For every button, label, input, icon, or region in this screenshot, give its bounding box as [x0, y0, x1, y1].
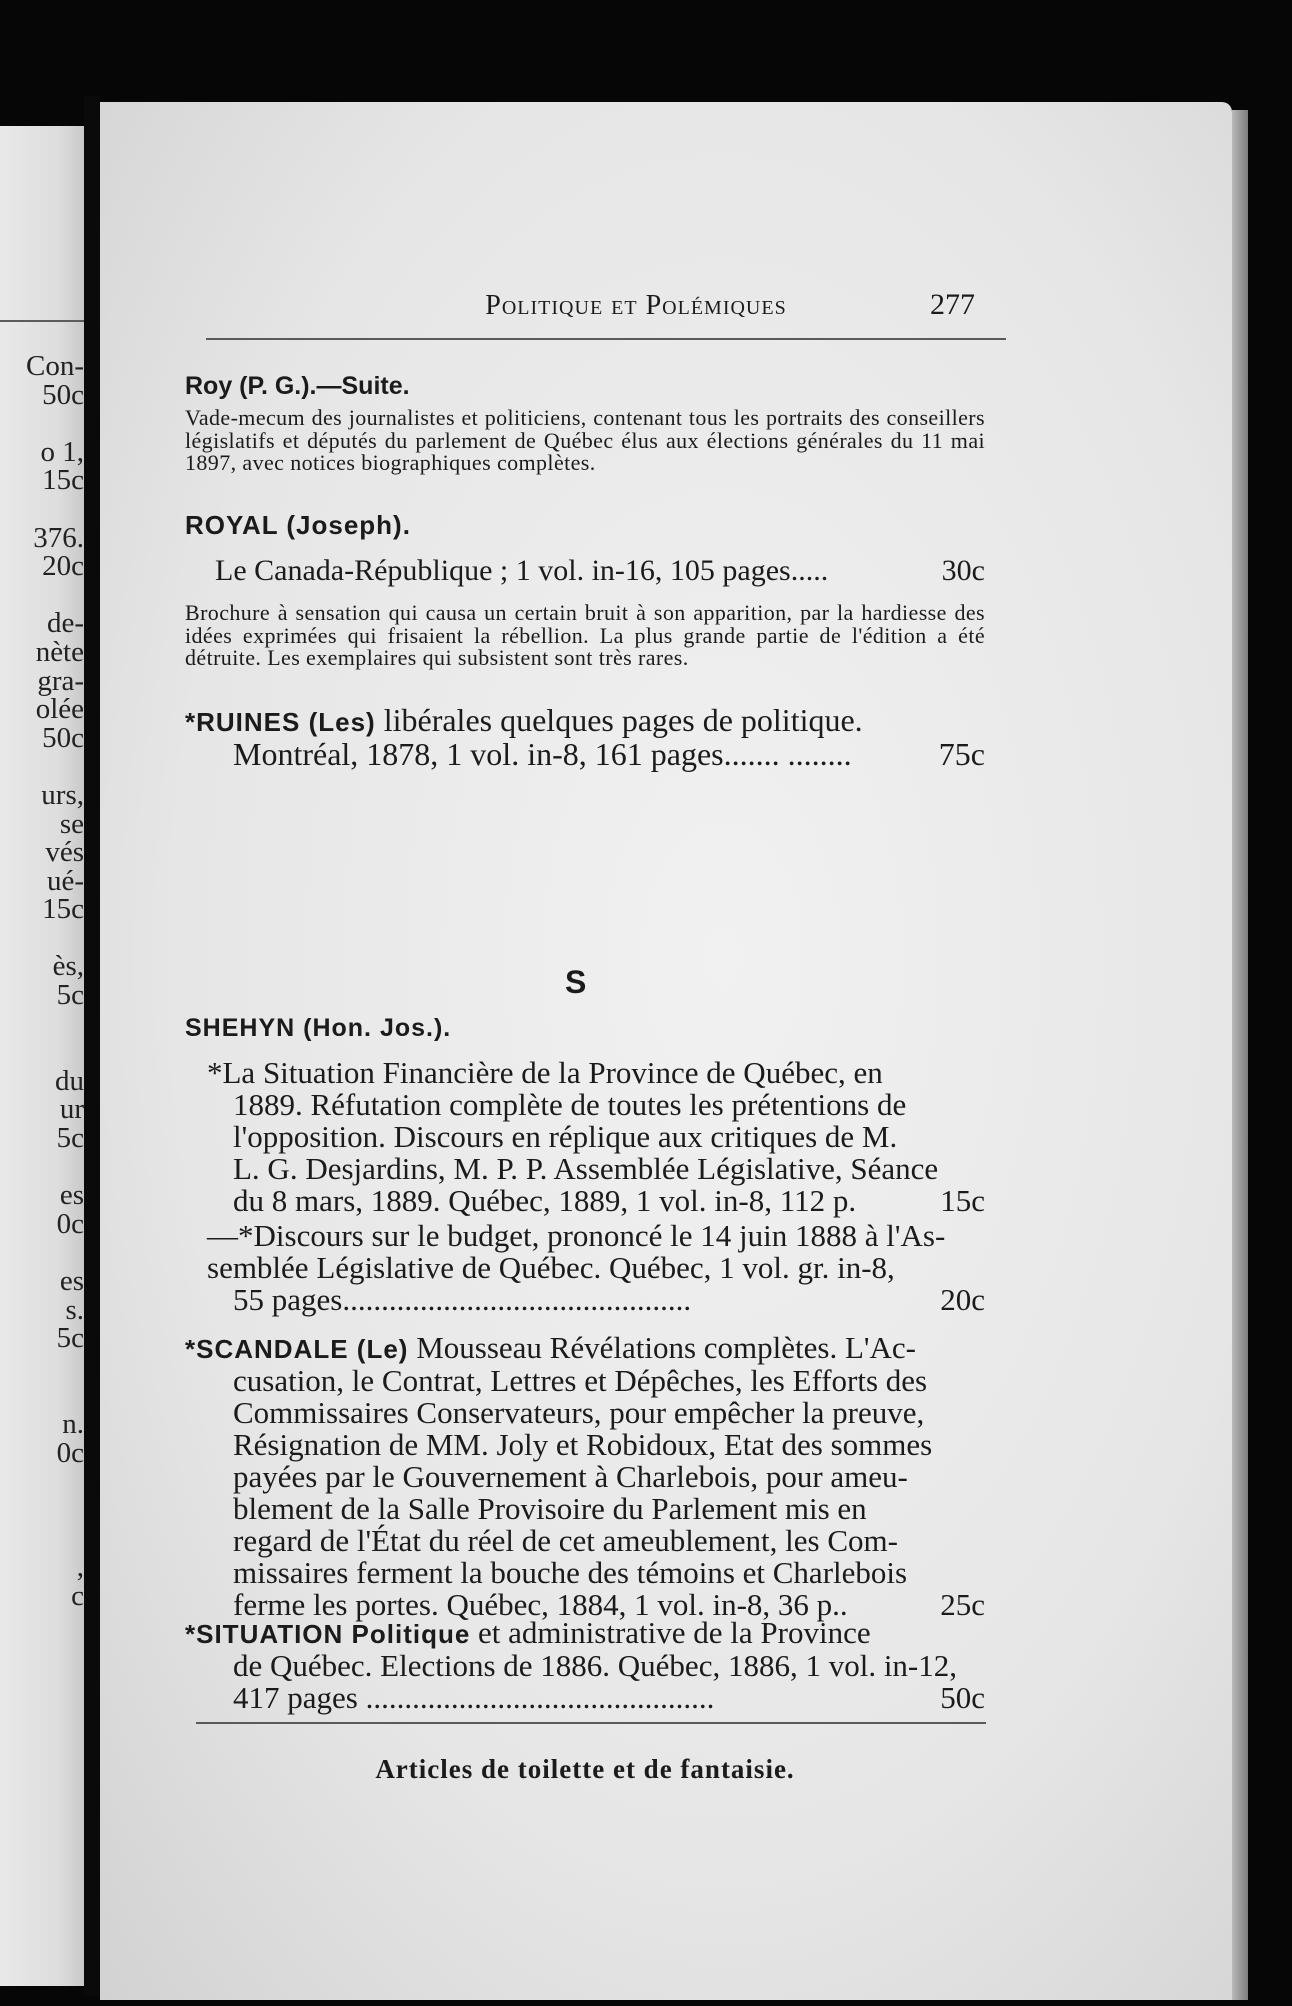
facing-page-line: se	[59, 807, 84, 840]
entry-line: de Québec. Elections de 1886. Québec, 1886, 1 vol. in-12,	[233, 1648, 958, 1683]
facing-page-line: ,	[76, 1550, 84, 1583]
entry-line: l'opposition. Discours en réplique aux critiques de M.	[233, 1119, 898, 1154]
entry-price: 50c	[940, 1680, 985, 1715]
facing-page-line: nète	[35, 635, 84, 668]
entry-price: 15c	[940, 1183, 985, 1218]
entry-ruines	[185, 704, 985, 770]
entry-line: 1889. Réfutation complète de toutes les prétentions de	[233, 1087, 907, 1122]
running-title: Politique et Polémiques	[485, 290, 787, 321]
facing-page-line	[0, 1524, 84, 1553]
facing-page-line: 0c	[56, 1436, 84, 1469]
facing-page-line: ès,	[52, 950, 84, 983]
entry-situation	[185, 1617, 985, 1714]
page-number: 277	[930, 288, 975, 321]
facing-page-text	[0, 352, 84, 1610]
entry-line: semblée Législative de Québec. Québec, 1 vol. gr. in-8,	[207, 1250, 895, 1285]
entry-desc-royal: Brochure à sensation qui causa un certain bruit à son apparition, par la hardiesse des idées exprimées qui frisaient la rébellion. La plus grande partie de l'édition a été détruite. Les exemplaires qui subsistent sont très rares.	[185, 600, 985, 670]
facing-page-line: 0c	[56, 1207, 84, 1240]
facing-page-line	[0, 581, 84, 610]
entry-line: cusation, le Contrat, Lettres et Dépêches, les Efforts des	[233, 1363, 928, 1398]
entry-price: 75c	[938, 736, 985, 772]
facing-page-line	[0, 409, 84, 438]
entry-line: ferme les portes. Québec, 1884, 1 vol. in-8, 36 p..	[233, 1587, 848, 1622]
entry-price: 30c	[941, 554, 985, 587]
entry-shehyn-item1	[185, 1057, 985, 1217]
facing-page-line: 376.	[33, 521, 84, 554]
facing-page-line	[0, 1038, 84, 1067]
facing-page-line	[0, 1353, 84, 1382]
facing-page-line: ué-	[46, 864, 84, 897]
entry-line: —*Discours sur le budget, prononcé le 14 juin 1888 à l'As-	[207, 1218, 946, 1253]
entry-line-text: Mousseau Révélations complètes. L'Ac-	[416, 1330, 916, 1365]
facing-page-line: n.	[62, 1407, 84, 1440]
facing-page-line: urs,	[41, 778, 84, 811]
book-page	[100, 102, 1232, 2000]
entry-desc-roy: Vade-mecum des journalistes et politiciens, contenant tous les portraits des conseillers législatifs et députés du parlement de Québec élus aux élections générales du 11 mai 1897, avec notices biographiques complètes.	[185, 405, 985, 475]
entry-line: missaires ferment la bouche des témoins et Charlebois	[233, 1555, 908, 1590]
entry-line: *La Situation Financière de la Province de Québec, en	[207, 1055, 883, 1090]
facing-page-line: Con-	[26, 350, 84, 382]
entry-author-roy: Roy (P. G.).—Suite.	[185, 372, 410, 400]
footer-rule	[196, 1722, 986, 1724]
entry-line: payées par le Gouvernement à Charlebois, pour ameu-	[233, 1459, 908, 1494]
facing-page-line	[0, 924, 84, 953]
entry-line: L. G. Desjardins, M. P. P. Assemblée Législative, Séance	[233, 1151, 939, 1186]
entry-title-ruines: libérales quelques pages de politique.	[383, 702, 863, 738]
facing-page-line	[0, 1496, 84, 1525]
entry-scandale	[185, 1332, 985, 1621]
entry-title-text: Le Canada-République ; 1 vol. in-16, 105 pages.....	[215, 554, 829, 587]
facing-page-rule	[0, 320, 84, 322]
entry-line: blement de la Salle Provisoire du Parlement mis en	[233, 1491, 867, 1526]
entry-line: du 8 mars, 1889. Québec, 1889, 1 vol. in-8, 112 p.	[233, 1183, 857, 1218]
facing-page-line: o 1,	[40, 435, 84, 468]
facing-page-line: 20c	[42, 550, 84, 583]
facing-page-line: 15c	[42, 464, 84, 497]
facing-page-edge	[0, 126, 84, 1986]
facing-page-line: gra-	[37, 664, 84, 697]
facing-page-line	[0, 1010, 84, 1039]
facing-page-line: 50c	[42, 721, 84, 754]
facing-page-line: 50c	[42, 378, 84, 411]
header-rule	[206, 338, 1006, 340]
facing-page-line: ur	[59, 1093, 84, 1126]
facing-page-line: es	[59, 1265, 84, 1297]
facing-page-line: olée	[35, 693, 84, 726]
facing-page-line: 15c	[42, 893, 84, 926]
facing-page-line	[0, 752, 84, 781]
entry-price: 20c	[940, 1282, 985, 1317]
facing-page-line	[0, 1153, 84, 1182]
entry-line: Montréal, 1878, 1 vol. in-8, 161 pages....... ........	[233, 736, 852, 772]
entry-shehyn-item2	[185, 1220, 985, 1316]
entry-title-royal	[185, 554, 985, 588]
facing-page-line	[0, 495, 84, 524]
section-letter: S	[565, 964, 587, 1000]
entry-line-text: et administrative de la Province	[478, 1615, 871, 1650]
entry-line: regard de l'État du réel de cet ameublement, les Com-	[233, 1523, 898, 1558]
entry-line	[185, 1332, 985, 1365]
entry-author-shehyn: SHEHYN (Hon. Jos.).	[185, 1014, 452, 1042]
footer-advert: Articles de toilette et de fantaisie.	[375, 1754, 795, 1784]
entry-line: Résignation de MM. Joly et Robidoux, Etat des sommes	[233, 1427, 933, 1462]
entry-price: 25c	[940, 1587, 985, 1622]
entry-author-ruines: *RUINES (Les)	[185, 707, 376, 737]
book-gutter	[84, 96, 100, 1996]
facing-page-line	[0, 1381, 84, 1410]
facing-page-line: 5c	[56, 1322, 84, 1355]
facing-page-line: c	[71, 1579, 84, 1612]
facing-page-line: 5c	[56, 1122, 84, 1155]
facing-page-line: s.	[65, 1293, 84, 1326]
entry-author-situation: *SITUATION Politique	[185, 1619, 471, 1649]
facing-page-line: de-	[46, 607, 84, 640]
facing-page-line: es	[59, 1179, 84, 1212]
entry-author-royal: ROYAL (Joseph).	[185, 510, 411, 540]
facing-page-line	[0, 1467, 84, 1496]
entry-line: 417 pages .............................................	[233, 1680, 715, 1715]
facing-page-line	[0, 1238, 84, 1267]
facing-page-line: vés	[45, 836, 84, 869]
entry-line: Commissaires Conservateurs, pour empêcher la preuve,	[233, 1395, 925, 1430]
entry-author-scandale: *SCANDALE (Le)	[185, 1334, 409, 1364]
page-edge-shadow	[1232, 110, 1248, 2000]
entry-line	[185, 1617, 985, 1650]
facing-page-line: du	[55, 1064, 84, 1097]
entry-line: 55 pages.............................................	[233, 1282, 692, 1317]
facing-page-line: 5c	[56, 979, 84, 1012]
